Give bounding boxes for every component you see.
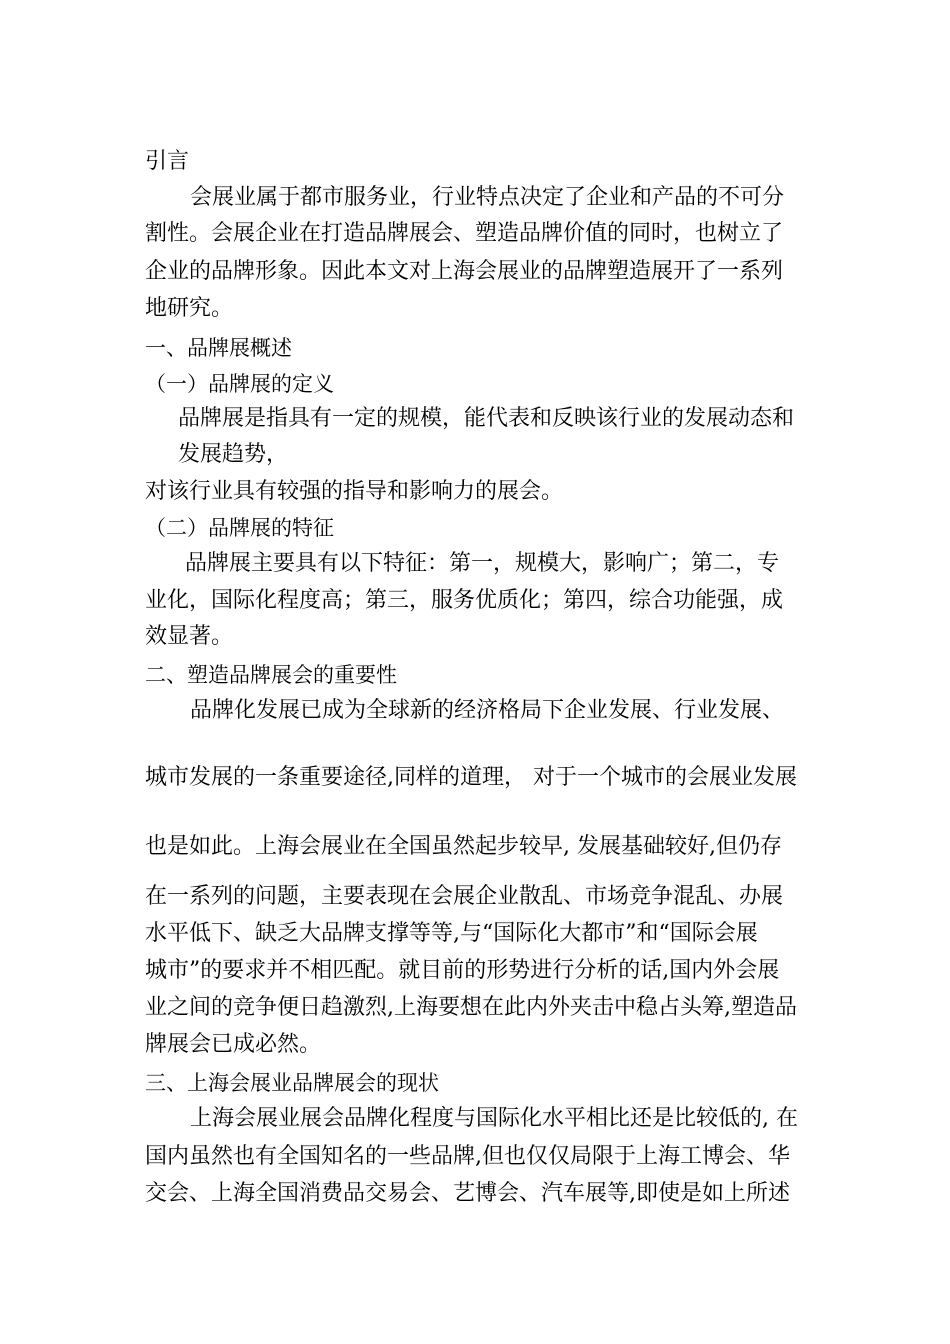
section3-heading: 三、上海会展业品牌展会的现状: [145, 1071, 439, 1095]
intro-line: 企业的品牌形象。因此本文对上海会展业的品牌塑造展开了一系列: [145, 259, 784, 284]
section2-line: 品牌化发展已成为全球新的经济格局下企业发展、行业发展、: [190, 698, 785, 723]
section2-line: 水平低下、缺乏大品牌支撑等等,与“国际化大都市”和“国际会展: [145, 921, 758, 946]
sub1-line: 对该行业具有较强的指导和影响力的展会。: [145, 479, 564, 504]
sub1-heading: （一）品牌展的定义: [145, 372, 334, 396]
section2-line: 也是如此。上海会展业在全国虽然起步较早, 发展基础较好,但仍存: [145, 834, 782, 859]
intro-line: 会展业属于都市服务业，行业特点决定了企业和产品的不可分: [190, 185, 785, 210]
section2-heading: 二、塑造品牌展会的重要性: [145, 663, 397, 687]
intro-line: 地研究。: [145, 296, 234, 321]
section3-line: 交会、上海全国消费品交易会、艺博会、汽车展等,即使是如上所述: [145, 1181, 790, 1206]
intro-heading: 引言: [145, 149, 190, 174]
intro-line: 割性。会展企业在打造品牌展会、塑造品牌价值的同时，也树立了: [145, 221, 784, 246]
sub2-heading: （二）品牌展的特征: [145, 516, 334, 540]
sub1-line: 品牌展是指具有一定的规模，能代表和反映该行业的发展动态和: [178, 406, 795, 431]
section2-line: 业之间的竞争便日趋激烈,上海要想在此内外夹击中稳占头筹,塑造品: [145, 995, 797, 1020]
sub2-line: 品牌展主要具有以下特征：第一，规模大，影响广；第二，专: [185, 551, 780, 576]
section2-line: 城市发展的一条重要途径,同样的道理， 对于一个城市的会展业发展: [145, 765, 797, 790]
section2-line: 在一系列的问题，主要表现在会展企业散乱、市场竞争混乱、办展: [145, 884, 784, 909]
sub1-line: 发展趋势，: [178, 442, 289, 467]
section3-line: 国内虽然也有全国知名的一些品牌,但也仅仅局限于上海工博会、华: [145, 1144, 790, 1169]
section2-line: 城市”的要求并不相匹配。就目前的形势进行分析的话,国内外会展: [145, 958, 780, 983]
section1-heading: 一、品牌展概述: [145, 336, 292, 360]
section3-line: 上海会展业展会品牌化程度与国际化水平相比还是比较低的, 在: [190, 1106, 798, 1131]
sub2-line: 效显著。: [145, 624, 234, 649]
section2-line: 牌展会已成必然。: [145, 1032, 322, 1057]
sub2-line: 业化，国际化程度高；第三，服务优质化；第四，综合功能强，成: [145, 588, 784, 613]
